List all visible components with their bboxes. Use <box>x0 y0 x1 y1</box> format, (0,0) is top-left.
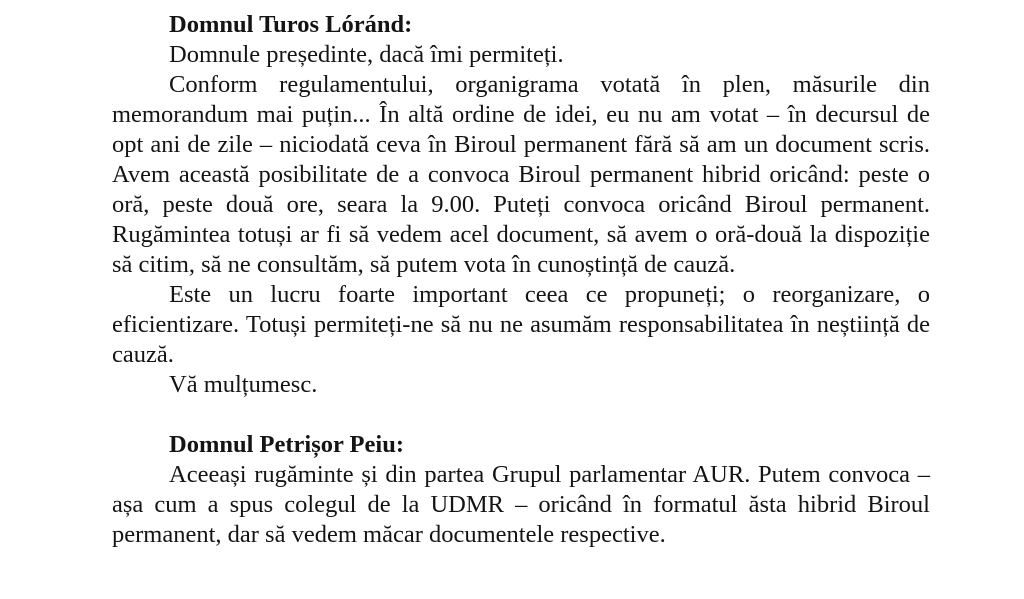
speech-paragraph: Este un lucru foarte important ceea ce propuneți; o reorganizare, o eficientizare. Totuși permiteți-ne să nu ne asumăm responsabilitatea în neștiință de cauză. <box>112 281 930 368</box>
speaker-name: Domnul Petrișor Peiu: <box>169 431 404 458</box>
speaker-name: Domnul Turos Lóránd: <box>169 11 413 38</box>
section-spacer <box>112 400 930 430</box>
speech-paragraph: Conform regulamentului, organigrama votată în plen, măsurile din memorandum mai puțin... În altă ordine de idei, eu nu am votat – în decursul de opt ani de zile – niciodată ceva în Biroul permanent fără să am un document scris. Avem această posibilitate de a convoca Biroul permanent hibrid oricând: peste o oră, peste două ore, seara la 9.00. Puteți convoca oricând Biroul permanent. Rugămintea totuși ar fi să vedem acel document, să avem o oră-două la dispoziție să citim, să ne consultăm, să putem vota în cunoștință de cauză. <box>112 71 930 278</box>
document-page <box>112 10 930 550</box>
speech-paragraph: Domnule președinte, dacă îmi permiteți. <box>169 41 564 68</box>
speech-paragraph: Aceeași rugăminte și din partea Grupul parlamentar AUR. Putem convoca – așa cum a spus colegul de la UDMR – oricând în formatul ăsta hibrid Biroul permanent, dar să vedem măcar documentele respective. <box>112 461 930 548</box>
speech-paragraph: Vă mulțumesc. <box>169 371 318 398</box>
